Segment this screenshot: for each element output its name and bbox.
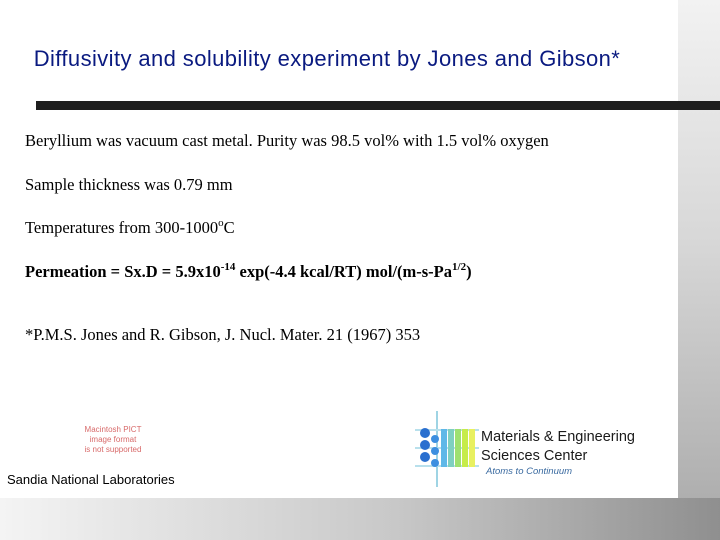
- mesc-logo-icon: [415, 411, 479, 487]
- temperature-text: Temperatures from 300-1000: [25, 218, 219, 237]
- pict-line-1: Macintosh PICT: [84, 425, 142, 434]
- temperature-unit: C: [223, 218, 235, 237]
- sandia-label: Sandia National Laboratories: [7, 472, 175, 487]
- reference-line: *P.M.S. Jones and R. Gibson, J. Nucl. Mater. 21 (1967) 353: [25, 325, 421, 344]
- mesc-center-name: [481, 428, 635, 466]
- permeation-equation: [25, 262, 472, 282]
- permeation-part2: exp(-4.4 kcal/RT) mol/(m-s-Pa: [235, 262, 453, 281]
- mesc-name-line-2: Sciences Center: [481, 448, 588, 464]
- bottom-decorative-bar: [0, 498, 720, 540]
- pressure-exponent-superscript: 1/2: [452, 261, 467, 273]
- mesc-name-line-1: Materials & Engineering: [481, 429, 635, 445]
- beryllium-purity-line: Beryllium was vacuum cast metal. Purity was 98.5 vol% with 1.5 vol% oxygen: [25, 131, 549, 150]
- pict-placeholder-image: [78, 425, 148, 455]
- permeation-part3: ): [466, 262, 472, 281]
- exponent-superscript: -14: [220, 261, 236, 273]
- sample-thickness-line: Sample thickness was 0.79 mm: [25, 175, 233, 194]
- title-underline-rule: [36, 101, 720, 110]
- pict-line-3: is not supported: [84, 445, 142, 454]
- pict-line-2: image format: [89, 435, 137, 444]
- degree-superscript: o: [218, 217, 224, 229]
- slide-title: Diffusivity and solubility experiment by Jones and Gibson*: [33, 46, 621, 71]
- right-decorative-bar: [678, 0, 720, 540]
- mesc-tagline: Atoms to Continuum: [486, 466, 573, 477]
- temperature-range-line: [25, 218, 235, 238]
- permeation-part1: Permeation = Sx.D = 5.9x10: [25, 262, 221, 281]
